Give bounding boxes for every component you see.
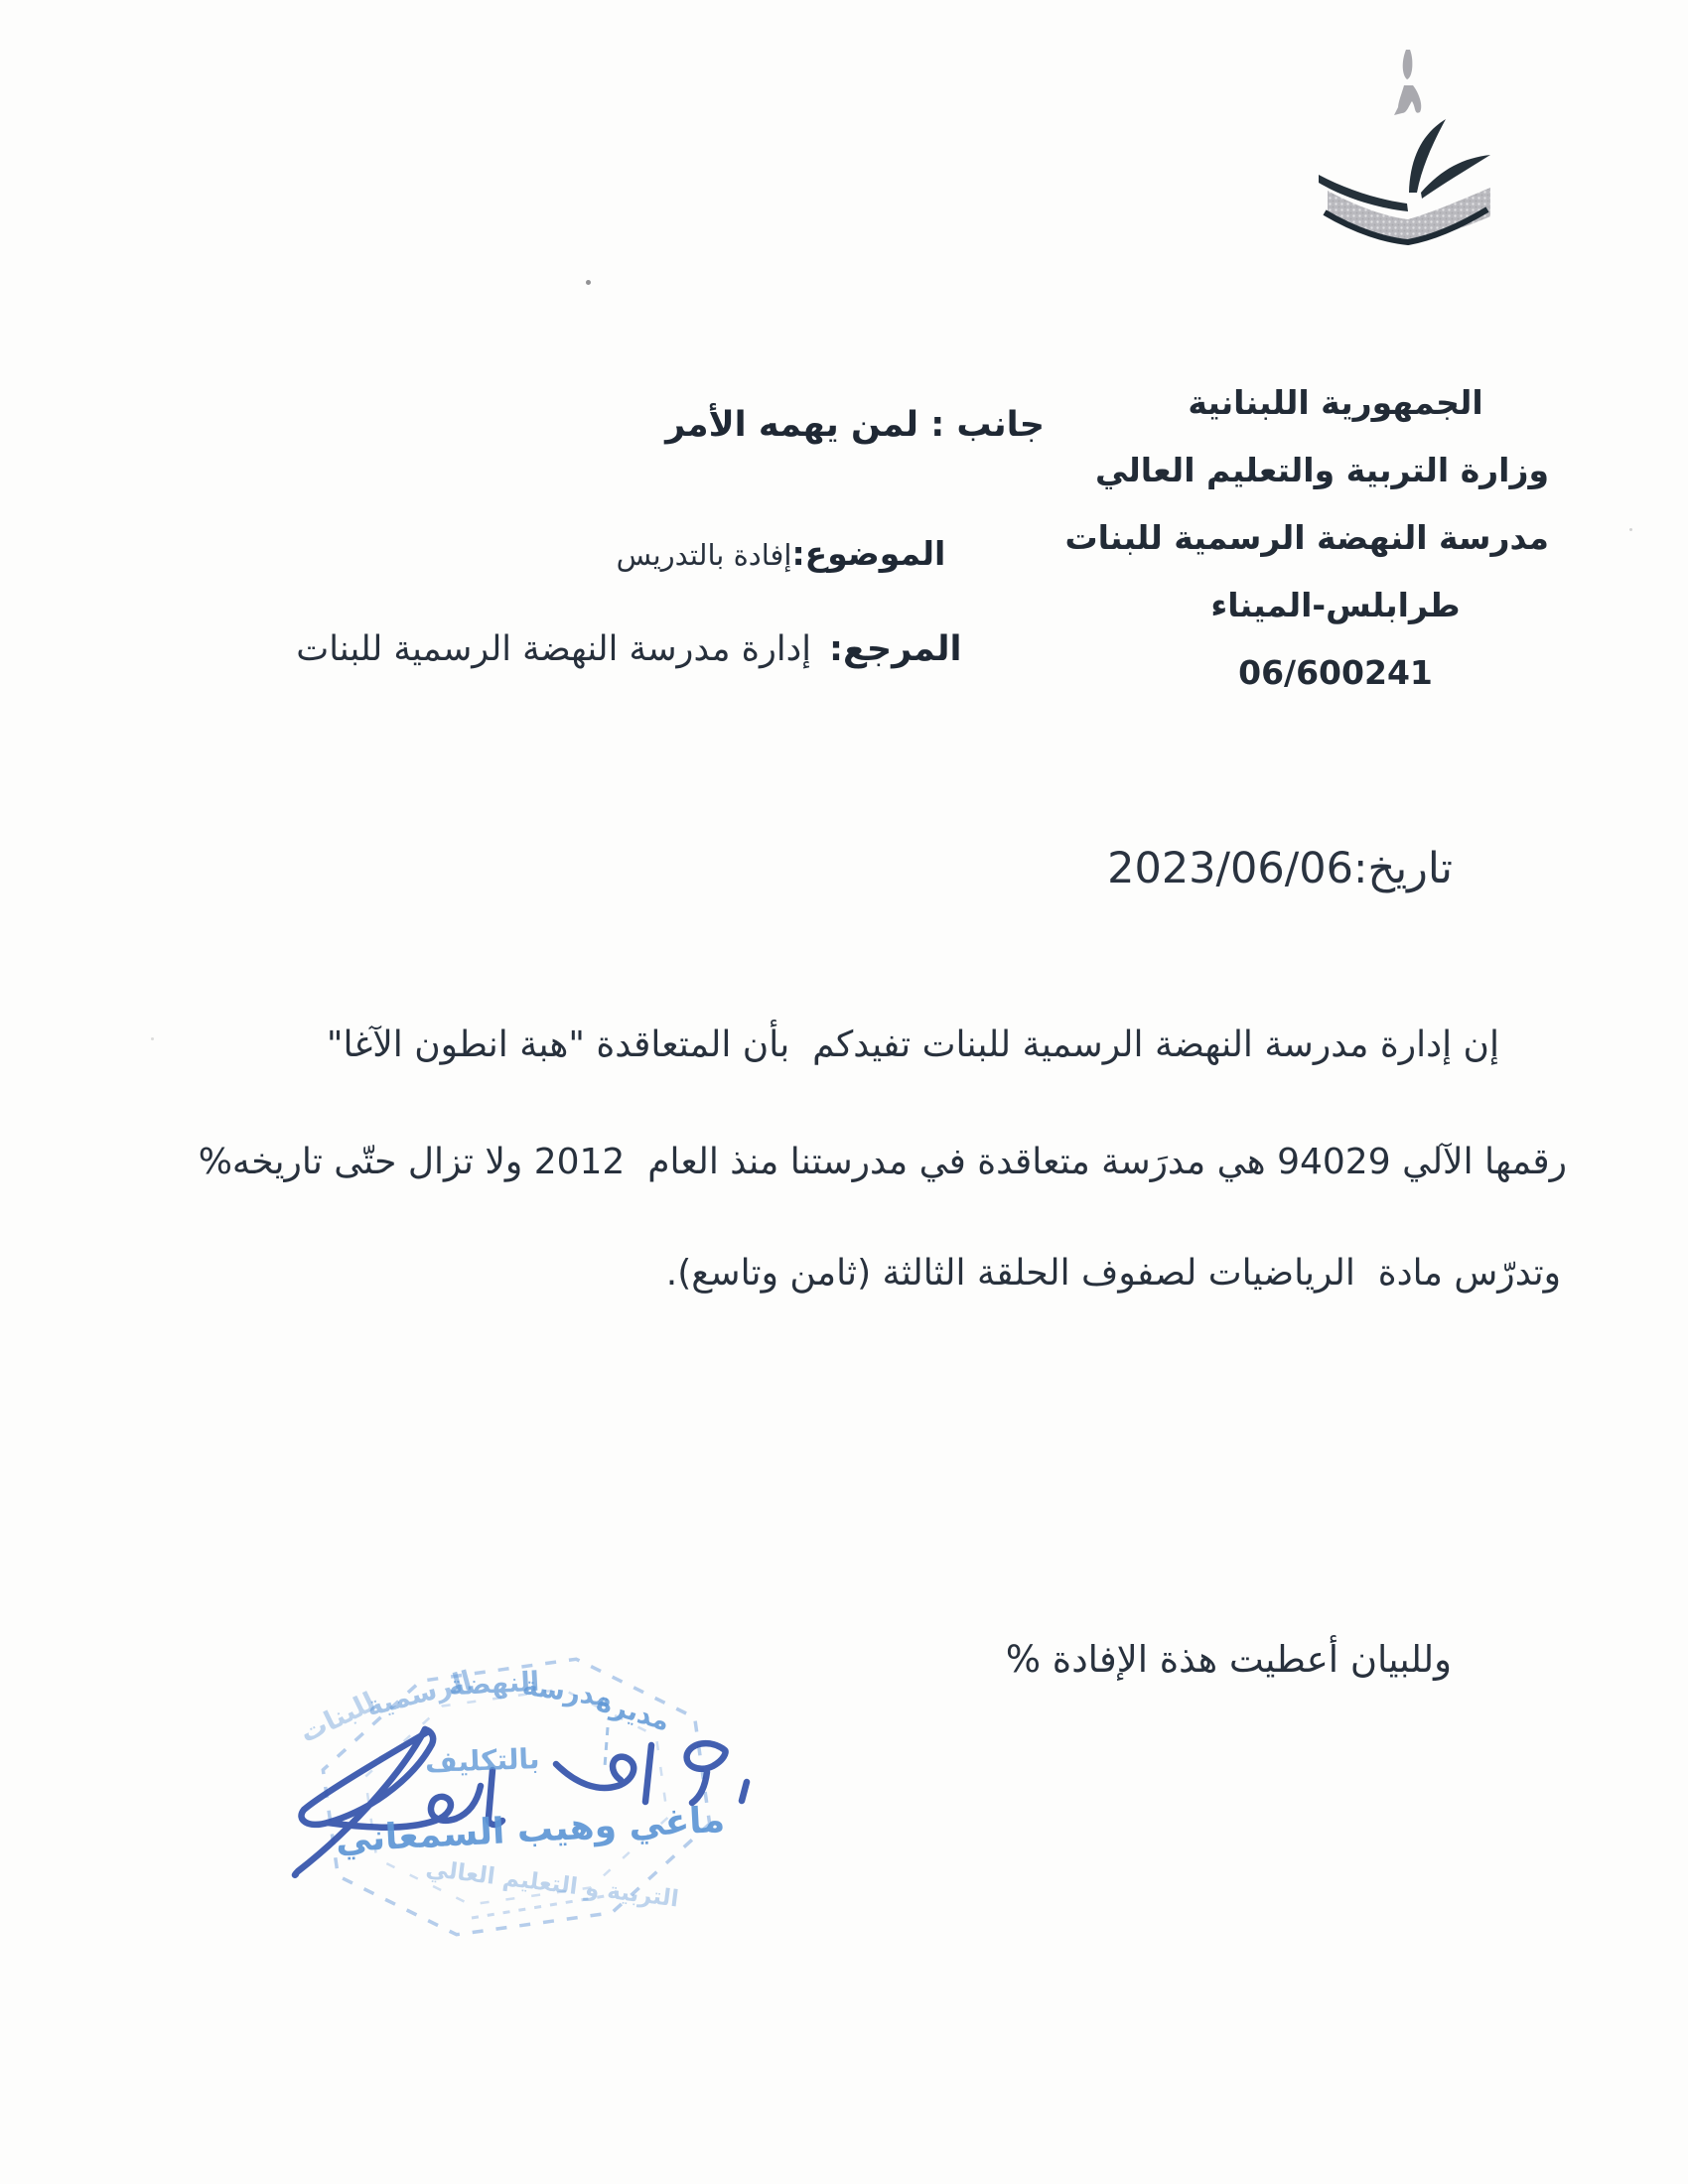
stamp-assignment-text: بالتكليف [424,1741,541,1780]
stamp-arc-word: الرسمية [362,1665,476,1723]
stamp-arc-word: النهضة [448,1666,540,1703]
letterhead-right-block [1064,369,1549,707]
stamp-arc-word: للبنات [295,1686,381,1750]
reference-label: المرجع: [828,629,962,669]
stamp-arc-word: مدرسة [520,1670,615,1714]
closing-line: وللبيان أعطيت هذة الإفادة % [1005,1638,1452,1681]
stamp-bottom-arc-text: التربية و التعليم العالي [424,1855,680,1913]
body-line-2: رقمها الآلي 94029 هي مدرَسة متعاقدة في مدرستنا منذ العام 2012 ولا تزال حتّى تاريخه% [198,1142,1567,1182]
subject-label: الموضوع: [791,534,946,573]
stamp-director-name: ماغي وهيب السمعاني [334,1799,727,1861]
school-logo [1311,42,1499,250]
reference-line [296,590,1006,709]
reference-value: إدارة مدرسة النهضة الرسمية للبنات [296,629,811,669]
republic-line: الجمهورية اللبنانية [1188,383,1483,422]
reference-number: 06/600241 [1238,653,1433,692]
school-stamp [258,1633,794,1971]
body-line-1: إن إدارة مدرسة النهضة الرسمية للبنات تفيدكم بأن المتعاقدة "هبة انطون الآغا" [326,1024,1499,1065]
stamp-arc-word: مديرة [593,1686,674,1738]
scan-speck [586,280,591,285]
date-line: تاريخ:2023/06/06 [1107,844,1453,893]
school-line: مدرسة النهضة الرسمية للبنات [1064,518,1549,557]
to-whom-line: جانب : لمن يهمه الأمر [665,405,1045,445]
book-right-edge [1421,155,1490,199]
ministry-line: وزارة التربية والتعليم العالي [1095,451,1549,489]
body-line-3: وتدرّس مادة الرياضيات لصفوف الحلقة الثالثة (ثامن وتاسع). [665,1253,1561,1294]
scan-speck [151,1037,154,1040]
city-line: طرابلس-الميناء [1210,586,1461,624]
subject-value: إفادة بالتدريس [616,538,792,572]
quill-icon [1394,50,1421,115]
scan-speck [1629,528,1632,531]
